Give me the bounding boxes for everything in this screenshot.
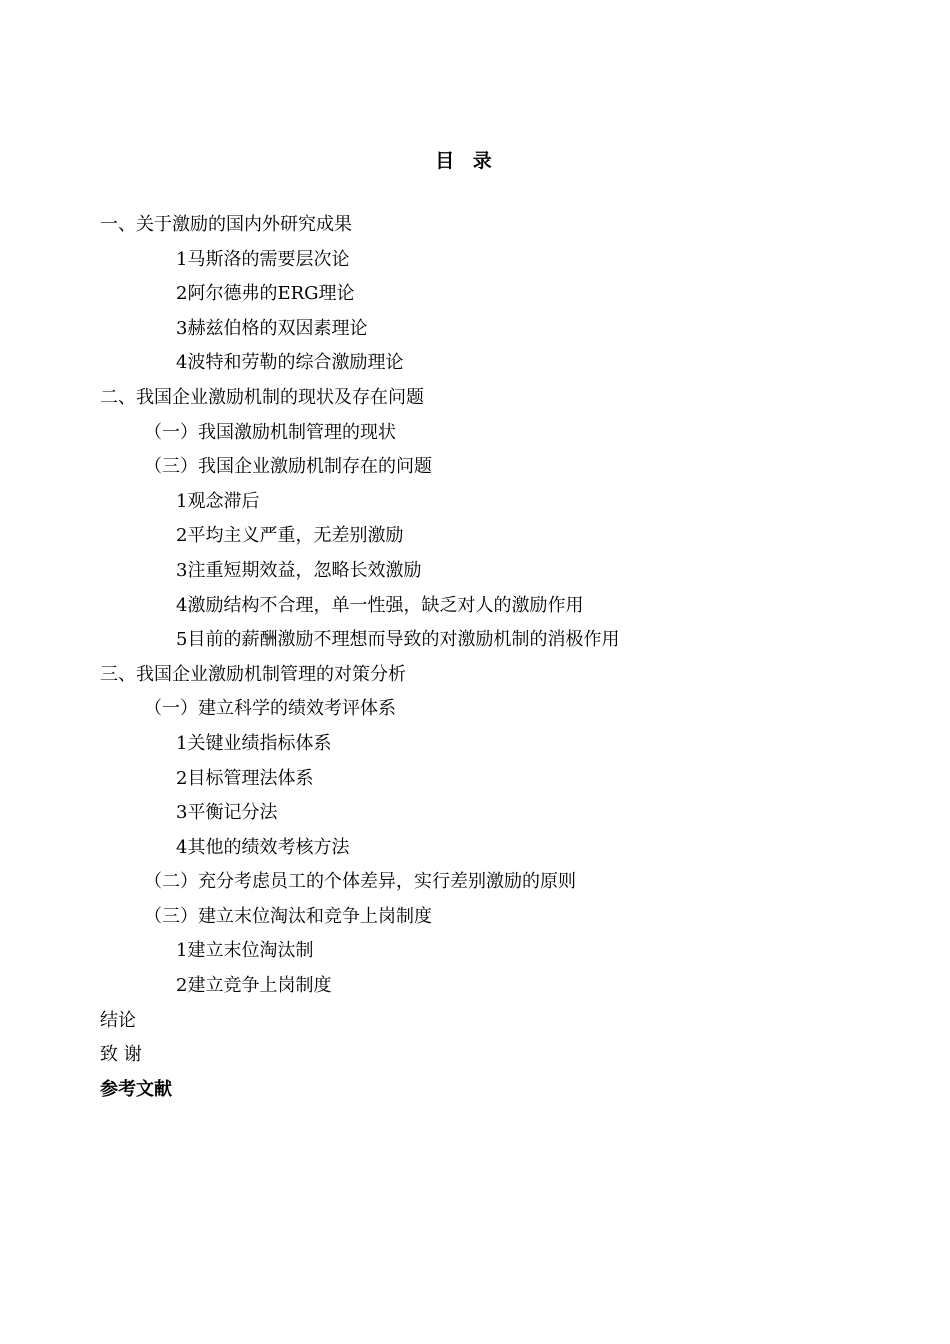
toc-subsection-heading: （一）建立科学的绩效考评体系 <box>144 698 396 720</box>
toc-item: 5目前的薪酬激励不理想而导致的对激励机制的消极作用 <box>176 629 620 651</box>
toc-subsection-heading: （一）我国激励机制管理的现状 <box>144 421 396 443</box>
toc-item: 2目标管理法体系 <box>176 767 314 789</box>
toc-item: 4激励结构不合理，单一性强，缺乏对人的激励作用 <box>176 594 584 616</box>
toc-item: 3注重短期效益，忽略长效激励 <box>176 559 422 581</box>
toc-subsection-heading: （二）充分考虑员工的个体差异，实行差别激励的原则 <box>144 871 576 893</box>
toc-section-heading: 三、我国企业激励机制管理的对策分析 <box>100 663 406 685</box>
toc-item: 1建立末位淘汰制 <box>176 940 314 962</box>
toc-title: 目 录 <box>435 150 498 172</box>
toc-item: 2阿尔德弗的ERG理论 <box>176 283 355 305</box>
toc-list <box>100 208 860 1107</box>
toc-item: 4其他的绩效考核方法 <box>176 836 350 858</box>
toc-item: 1马斯洛的需要层次论 <box>176 248 350 270</box>
toc-item: 2建立竞争上岗制度 <box>176 975 332 997</box>
toc-item: 3赫兹伯格的双因素理论 <box>176 317 368 339</box>
toc-section-heading: 二、我国企业激励机制的现状及存在问题 <box>100 386 424 408</box>
toc-item: 3平衡记分法 <box>176 802 278 824</box>
toc-item: 1关键业绩指标体系 <box>176 732 332 754</box>
toc-item: 1观念滞后 <box>176 490 260 512</box>
toc-section-heading: 致 谢 <box>100 1044 142 1066</box>
toc-item: 2平均主义严重，无差别激励 <box>176 525 404 547</box>
toc-section-heading: 参考文献 <box>100 1078 172 1100</box>
toc-section-heading: 一、关于激励的国内外研究成果 <box>100 214 352 235</box>
toc-subsection-heading: （三）我国企业激励机制存在的问题 <box>144 456 432 478</box>
toc-item: 4波特和劳勒的综合激励理论 <box>176 352 404 374</box>
toc-subsection-heading: （三）建立末位淘汰和竞争上岗制度 <box>144 905 432 927</box>
toc-section-heading: 结论 <box>100 1009 136 1031</box>
